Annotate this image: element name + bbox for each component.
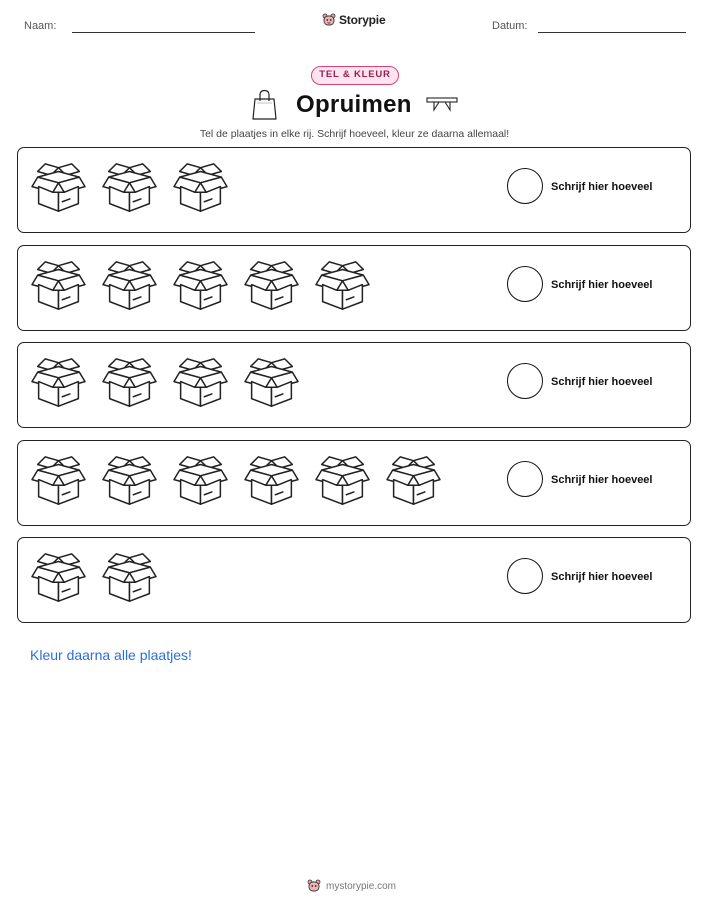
open-cardboard-box-icon[interactable] xyxy=(243,357,300,410)
shelf-icon xyxy=(426,96,458,114)
box-group xyxy=(30,357,300,410)
box-group xyxy=(30,455,442,508)
answer-prompt: Schrijf hier hoeveel xyxy=(551,181,653,193)
box-group xyxy=(30,260,371,313)
answer-circle[interactable] xyxy=(507,363,543,399)
open-cardboard-box-icon[interactable] xyxy=(172,455,229,508)
open-cardboard-box-icon[interactable] xyxy=(314,260,371,313)
counting-row xyxy=(17,537,691,623)
counting-row xyxy=(17,440,691,526)
counting-row xyxy=(17,245,691,331)
storypie-mascot-icon xyxy=(322,13,336,27)
answer-prompt: Schrijf hier hoeveel xyxy=(551,473,653,486)
open-cardboard-box-icon[interactable] xyxy=(101,260,158,313)
open-cardboard-box-icon[interactable] xyxy=(101,455,158,508)
date-line[interactable] xyxy=(538,32,686,33)
answer-prompt: Schrijf hier hoeveel xyxy=(551,278,653,291)
open-cardboard-box-icon[interactable] xyxy=(314,455,371,508)
open-cardboard-box-icon[interactable] xyxy=(30,455,87,508)
name-label: Naam: xyxy=(24,20,57,32)
box-group xyxy=(30,552,158,605)
open-cardboard-box-icon[interactable] xyxy=(30,260,87,313)
answer-circle[interactable] xyxy=(507,558,543,594)
brand-logo xyxy=(322,13,385,27)
name-line[interactable] xyxy=(72,32,255,33)
answer-prompt: Schrijf hier hoeveel xyxy=(551,376,653,388)
box-group xyxy=(30,162,229,215)
answer-prompt: Schrijf hier hoeveel xyxy=(551,571,653,583)
shopping-bag-icon xyxy=(252,89,277,121)
open-cardboard-box-icon[interactable] xyxy=(30,162,87,215)
open-cardboard-box-icon[interactable] xyxy=(243,260,300,313)
counting-row xyxy=(17,342,691,428)
open-cardboard-box-icon[interactable] xyxy=(243,455,300,508)
open-cardboard-box-icon[interactable] xyxy=(101,552,158,605)
answer-circle[interactable] xyxy=(507,168,543,204)
open-cardboard-box-icon[interactable] xyxy=(30,552,87,605)
category-tag: TEL & KLEUR xyxy=(311,66,399,85)
storypie-mascot-icon xyxy=(307,879,321,893)
answer-circle[interactable] xyxy=(507,266,543,302)
open-cardboard-box-icon[interactable] xyxy=(172,260,229,313)
counting-row xyxy=(17,147,691,233)
open-cardboard-box-icon[interactable] xyxy=(172,162,229,215)
date-label: Datum: xyxy=(492,20,528,32)
open-cardboard-box-icon[interactable] xyxy=(101,357,158,410)
site-url: mystorypie.com xyxy=(326,880,397,892)
brand-name: Storypie xyxy=(339,13,386,27)
open-cardboard-box-icon[interactable] xyxy=(172,357,229,410)
site-footer xyxy=(307,879,396,893)
open-cardboard-box-icon[interactable] xyxy=(101,162,158,215)
open-cardboard-box-icon[interactable] xyxy=(30,357,87,410)
instructions: Tel de plaatjes in elke rij. Schrijf hoeveel, kleur ze daarna allemaal! xyxy=(199,128,510,140)
answer-circle[interactable] xyxy=(507,461,543,497)
page-title: Opruimen xyxy=(296,91,412,118)
footer-note: Kleur daarna alle plaatjes! xyxy=(30,647,192,663)
open-cardboard-box-icon[interactable] xyxy=(385,455,442,508)
